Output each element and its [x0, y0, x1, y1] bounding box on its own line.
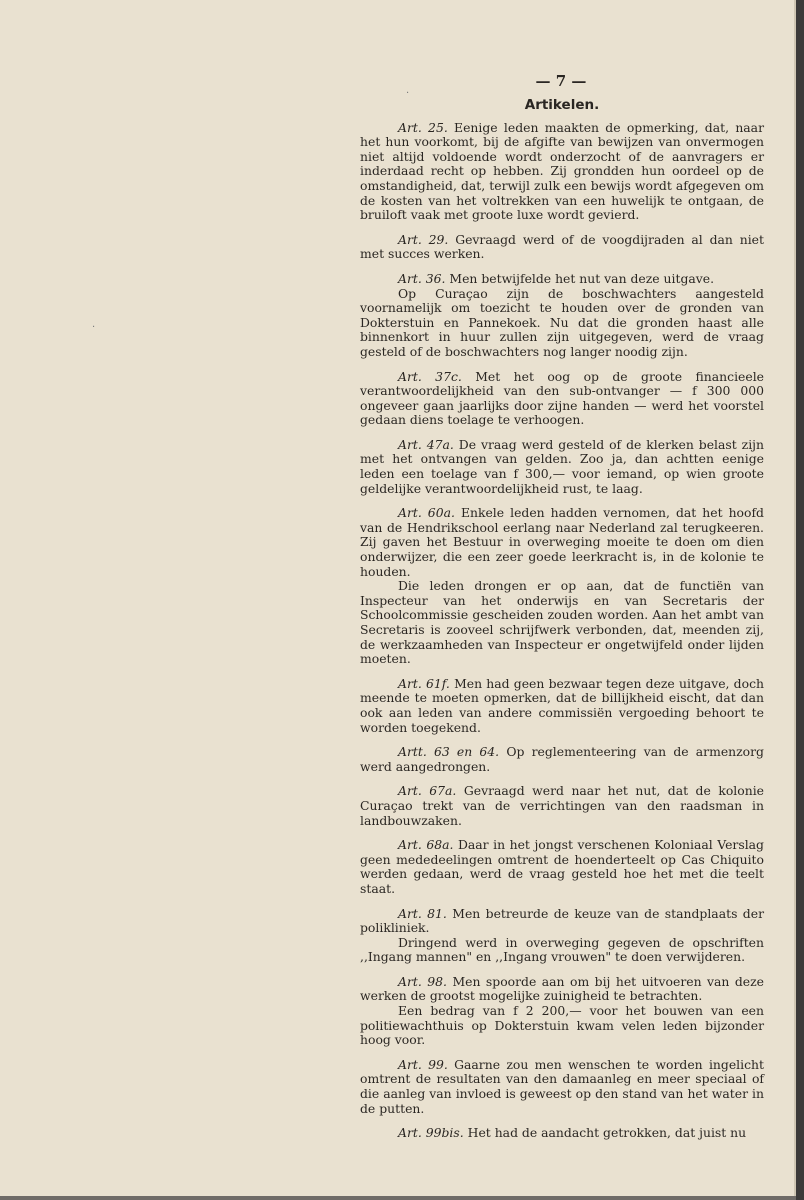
- article-paragraph: [360, 1126, 764, 1141]
- article-text: Men spoorde aan om bij het uitvoeren van deze werken de grootst mogelijke zuinigheid te betrachten.: [360, 973, 764, 1004]
- article-reference: Art. 37c.: [398, 368, 462, 384]
- page-content: [360, 74, 764, 1151]
- article-text: Daar in het jongst verschenen Koloniaal Verslag geen mededeelingen omtrent de hoenderteelt op Cas Chiquito werden gedaan, werd de vraag gesteld hoe het met die teelt staat.: [360, 837, 764, 896]
- article-text: Men betwijfelde het nut van deze uitgave.: [449, 270, 715, 286]
- article-text: De vraag werd gesteld of de klerken belast zijn met het ontvangen van gelden. Zoo ja, dan achtten eenige leden een toelage van f 300,— voor iemand, op wien groote geldelijke verantwoordelijkheid rust, te laag.: [360, 436, 764, 496]
- article-paragraph: [360, 579, 764, 667]
- article: [360, 745, 764, 774]
- article-text: Gevraagd werd naar het nut, dat de kolonie Curaçao trekt van de verrichtingen van den raadsman in landbouwzaken.: [360, 783, 764, 828]
- article-text: Die leden drongen er op aan, dat de functiën van Inspecteur van het onderwijs en van Secretaris der Schoolcommissie gescheiden zouden worden. Aan het ambt van Secretaris is zooveel schrijfwerk verbonden, dat, meenden zij, de werkzaamheden van Inspecteur er ongetwijfeld onder lijden moeten.: [360, 578, 764, 667]
- article-text: Gevraagd werd of de voogdijraden al dan niet met succes werken.: [360, 231, 764, 262]
- article-reference: Art. 36.: [398, 270, 446, 286]
- article-paragraph: [360, 907, 764, 936]
- article: [360, 233, 764, 262]
- article: [360, 506, 764, 667]
- article-paragraph: [360, 272, 764, 287]
- section-heading: Artikelen.: [524, 97, 600, 113]
- article-text: Men betreurde de keuze van de standplaats der polikliniek.: [360, 905, 764, 936]
- article-text: Op reglementeering van de armenzorg werd aangedrongen.: [360, 744, 764, 774]
- article-paragraph: [360, 370, 764, 428]
- article-reference: Art. 47a.: [398, 436, 454, 452]
- article-paragraph: [360, 838, 764, 896]
- speck-mark: ·: [406, 88, 410, 99]
- article-reference: Art. 99.: [398, 1056, 448, 1072]
- article-reference: Art. 81.: [398, 905, 447, 921]
- article-reference: Art. 98.: [398, 973, 447, 989]
- article-text: Gaarne zou men wenschen te worden ingelicht omtrent de resultaten van den damaanleg en meer speciaal of die aanleg van invloed is geweest op den stand van het water in de putten.: [360, 1056, 764, 1116]
- article-text: Eenige leden maakten de opmerking, dat, naar het hun voorkomt, bij de afgifte van bewijzen van onvermogen niet altijd voldoende wordt onderzocht of de aanvragers er inderdaad recht op hebben. Zij grondden hun oordeel op de omstandigheid, dat, terwijl zulk een bewijs wordt afgegeven om de kosten van het voltrekken van een huwelijk te ontgaan, de bruiloft vaak met groote luxe wordt gevierd.: [360, 119, 764, 223]
- article: [360, 975, 764, 1048]
- article: [360, 907, 764, 965]
- article-reference: Art. 99bis.: [398, 1125, 464, 1141]
- article-paragraph: [360, 784, 764, 828]
- article-paragraph: [360, 677, 764, 735]
- article-paragraph: [360, 287, 764, 360]
- article-paragraph: [360, 233, 764, 262]
- article-text: Op Curaçao zijn de boschwachters aangesteld voornamelijk om toezicht te houden over de gronden van Dokterstuin en Pannekoek. Nu dat die gronden haast alle binnenkort in huur zullen zijn uitgegeven, werd de vraag gesteld of de boschwachters nog langer noodig zijn.: [360, 285, 764, 359]
- article-text: Men had geen bezwaar tegen deze uitgave, doch meende te moeten opmerken, dat de billijkheid eischt, dat dan ook aan leden van andere commissiën vergoeding behoort te worden toegekend.: [360, 675, 764, 735]
- article: [360, 272, 764, 360]
- article: [360, 838, 764, 896]
- article-list: [360, 121, 764, 1141]
- article-text: Met het oog op de groote financieele verantwoordelijkheid van den sub-ontvanger — f 300 000 ongeveer gaan jaarlijks door zijne handen — werd het voorstel gedaan diens toelage te verhoogen.: [360, 368, 764, 428]
- article: [360, 370, 764, 428]
- article: [360, 1058, 764, 1116]
- article-text: Enkele leden hadden vernomen, dat het hoofd van de Hendrikschool eerlang naar Nederland zal terugkeeren. Zij gaven het Bestuur in overweging moeite te doen om dien onderwijzer, die een zeer goede leerkracht is, in de kolonie te houden.: [360, 505, 764, 579]
- article-reference: Art. 61f.: [398, 675, 450, 691]
- article-reference: Art. 29.: [398, 231, 449, 247]
- page-number: — 7 —: [535, 72, 587, 90]
- article-reference: Art. 68a.: [398, 837, 454, 853]
- article-paragraph: [360, 1004, 764, 1048]
- article-reference: Art. 67a.: [398, 783, 457, 799]
- article-paragraph: [360, 975, 764, 1004]
- article-paragraph: [360, 1058, 764, 1116]
- article-paragraph: [360, 121, 764, 223]
- speck-mark: ·: [92, 322, 96, 333]
- article: [360, 784, 764, 828]
- article-paragraph: [360, 936, 764, 965]
- article: [360, 121, 764, 223]
- article-text: Dringend werd in overweging gegeven de opschriften ,,Ingang mannen" en ,,Ingang vrouwen" te doen verwijderen.: [360, 934, 764, 965]
- scan-edge-right: [796, 0, 804, 1200]
- article-paragraph: [360, 438, 764, 496]
- article: [360, 1126, 764, 1141]
- article: [360, 677, 764, 735]
- article-paragraph: [360, 506, 764, 579]
- article-reference: Art. 60a.: [398, 505, 455, 521]
- article-paragraph: [360, 745, 764, 774]
- article-text: Een bedrag van f 2 200,— voor het bouwen van een politiewachthuis op Dokterstuin kwam velen leden bijzonder hoog voor.: [360, 1003, 764, 1048]
- article-text: Het had de aandacht getrokken, dat juist nu: [467, 1125, 747, 1141]
- article-reference: Artt. 63 en 64.: [398, 744, 500, 760]
- article-reference: Art. 25.: [398, 119, 448, 135]
- article: [360, 438, 764, 496]
